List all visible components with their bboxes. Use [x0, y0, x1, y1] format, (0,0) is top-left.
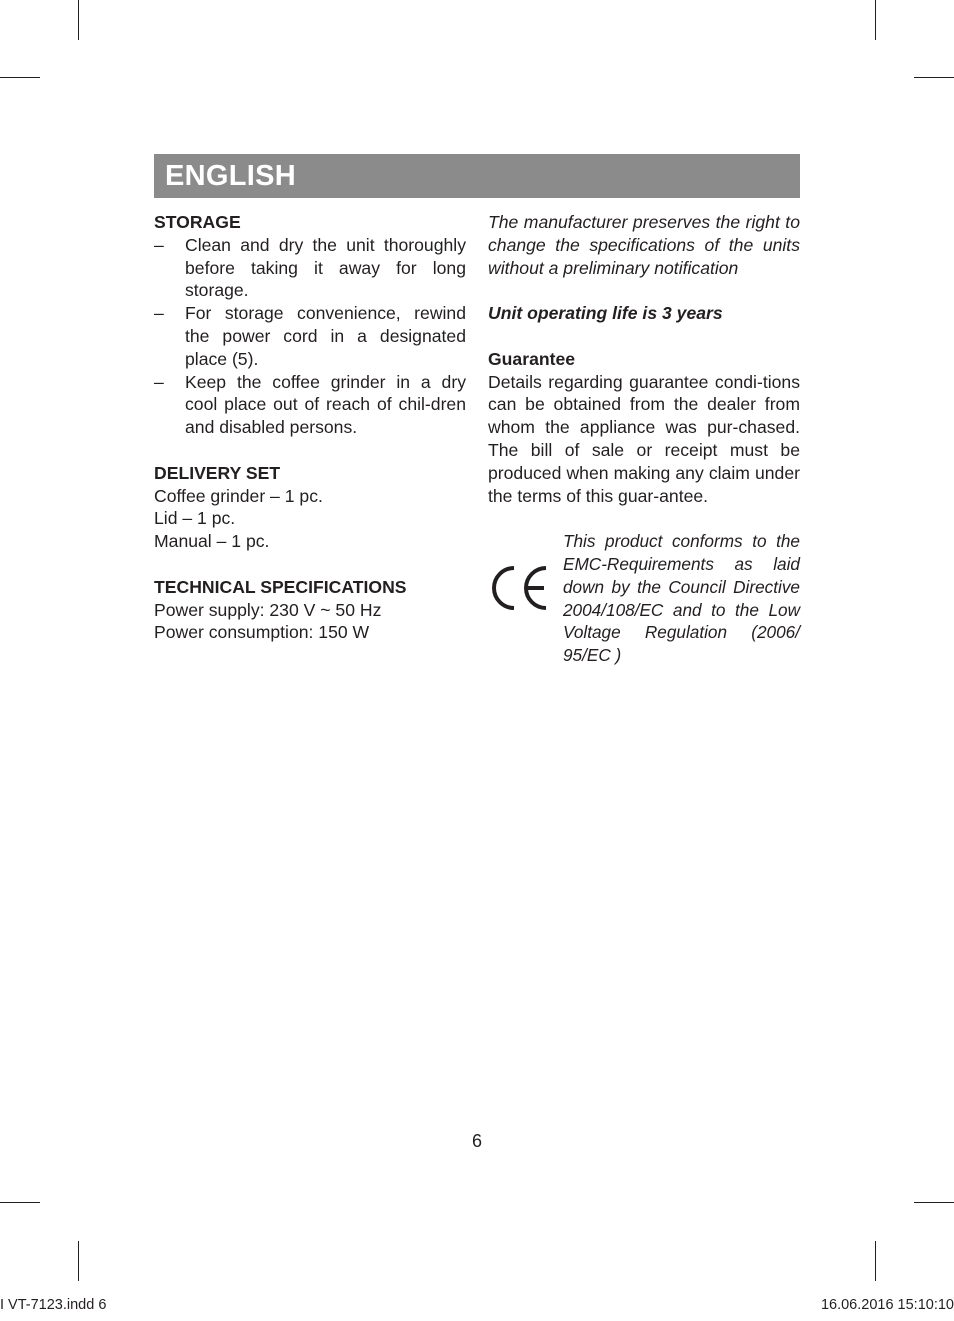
date-slug: 16.06.2016 15:10:10	[820, 1297, 954, 1313]
language-title: ENGLISH	[165, 160, 296, 192]
storage-heading: STORAGE	[154, 212, 241, 232]
storage-item-text: For storage convenience, rewind the power cord in a designated place (5).	[185, 303, 466, 369]
storage-item	[154, 371, 466, 439]
crop-mark-bottom-right-vertical	[875, 1241, 876, 1281]
crop-mark-top-left-vertical	[78, 0, 79, 40]
manufacturer-note: The manufacturer preserves the right to change the specifications of the units without a preliminary notification	[488, 212, 800, 278]
operating-life: Unit operating life is 3 years	[488, 303, 723, 324]
spec-line: Power supply: 230 V ~ 50 Hz	[154, 599, 382, 620]
page-number: 6	[471, 1131, 482, 1151]
right-column	[488, 211, 800, 667]
crop-mark-bottom-right-horizontal	[914, 1202, 954, 1203]
crop-mark-bottom-left-vertical	[78, 1241, 79, 1281]
delivery-set-heading: DELIVERY SET	[154, 462, 281, 483]
guarantee-heading: Guarantee	[488, 348, 576, 369]
ce-mark-icon	[488, 564, 552, 612]
delivery-set-line: Lid – 1 pc.	[154, 508, 236, 529]
storage-item-text: Clean and dry the unit thoroughly before taking it away for long storage.	[185, 234, 466, 301]
guarantee-text: Details regarding guarantee condi-tions can be obtained from the dealer from whom the appliance was pur-chased. The bill of sale or receipt must be produced when making any claim under the terms of this guar-antee.	[488, 371, 800, 506]
bullet-dash: –	[154, 234, 164, 255]
crop-mark-bottom-left-horizontal	[0, 1202, 40, 1203]
technical-specifications-heading: TECHNICAL SPECIFICATIONS	[154, 576, 407, 597]
storage-item-text: Keep the coffee grinder in a dry cool place out of reach of chil-dren and disabled persons.	[185, 371, 466, 438]
bullet-dash: –	[154, 371, 164, 392]
conformity-block	[488, 530, 800, 667]
delivery-set-line: Manual – 1 pc.	[154, 531, 270, 552]
storage-item	[154, 302, 466, 370]
language-header-bar	[154, 154, 800, 198]
conformity-text: This product conforms to the EMC-Requirements as laid down by the Council Directive 2004/108/EC and to the Low Voltage Regulation (2006/ 95/EC )	[563, 531, 800, 666]
crop-mark-top-left-horizontal	[0, 77, 40, 78]
left-column	[154, 211, 466, 644]
bullet-dash: –	[154, 303, 164, 324]
delivery-set-line: Coffee grinder – 1 pc.	[154, 485, 323, 506]
crop-mark-top-right-vertical	[875, 0, 876, 40]
storage-item	[154, 234, 466, 302]
crop-mark-top-right-horizontal	[914, 77, 954, 78]
spec-line: Power consumption: 150 W	[154, 622, 370, 643]
file-slug: I VT-7123.indd 6	[0, 1297, 107, 1313]
